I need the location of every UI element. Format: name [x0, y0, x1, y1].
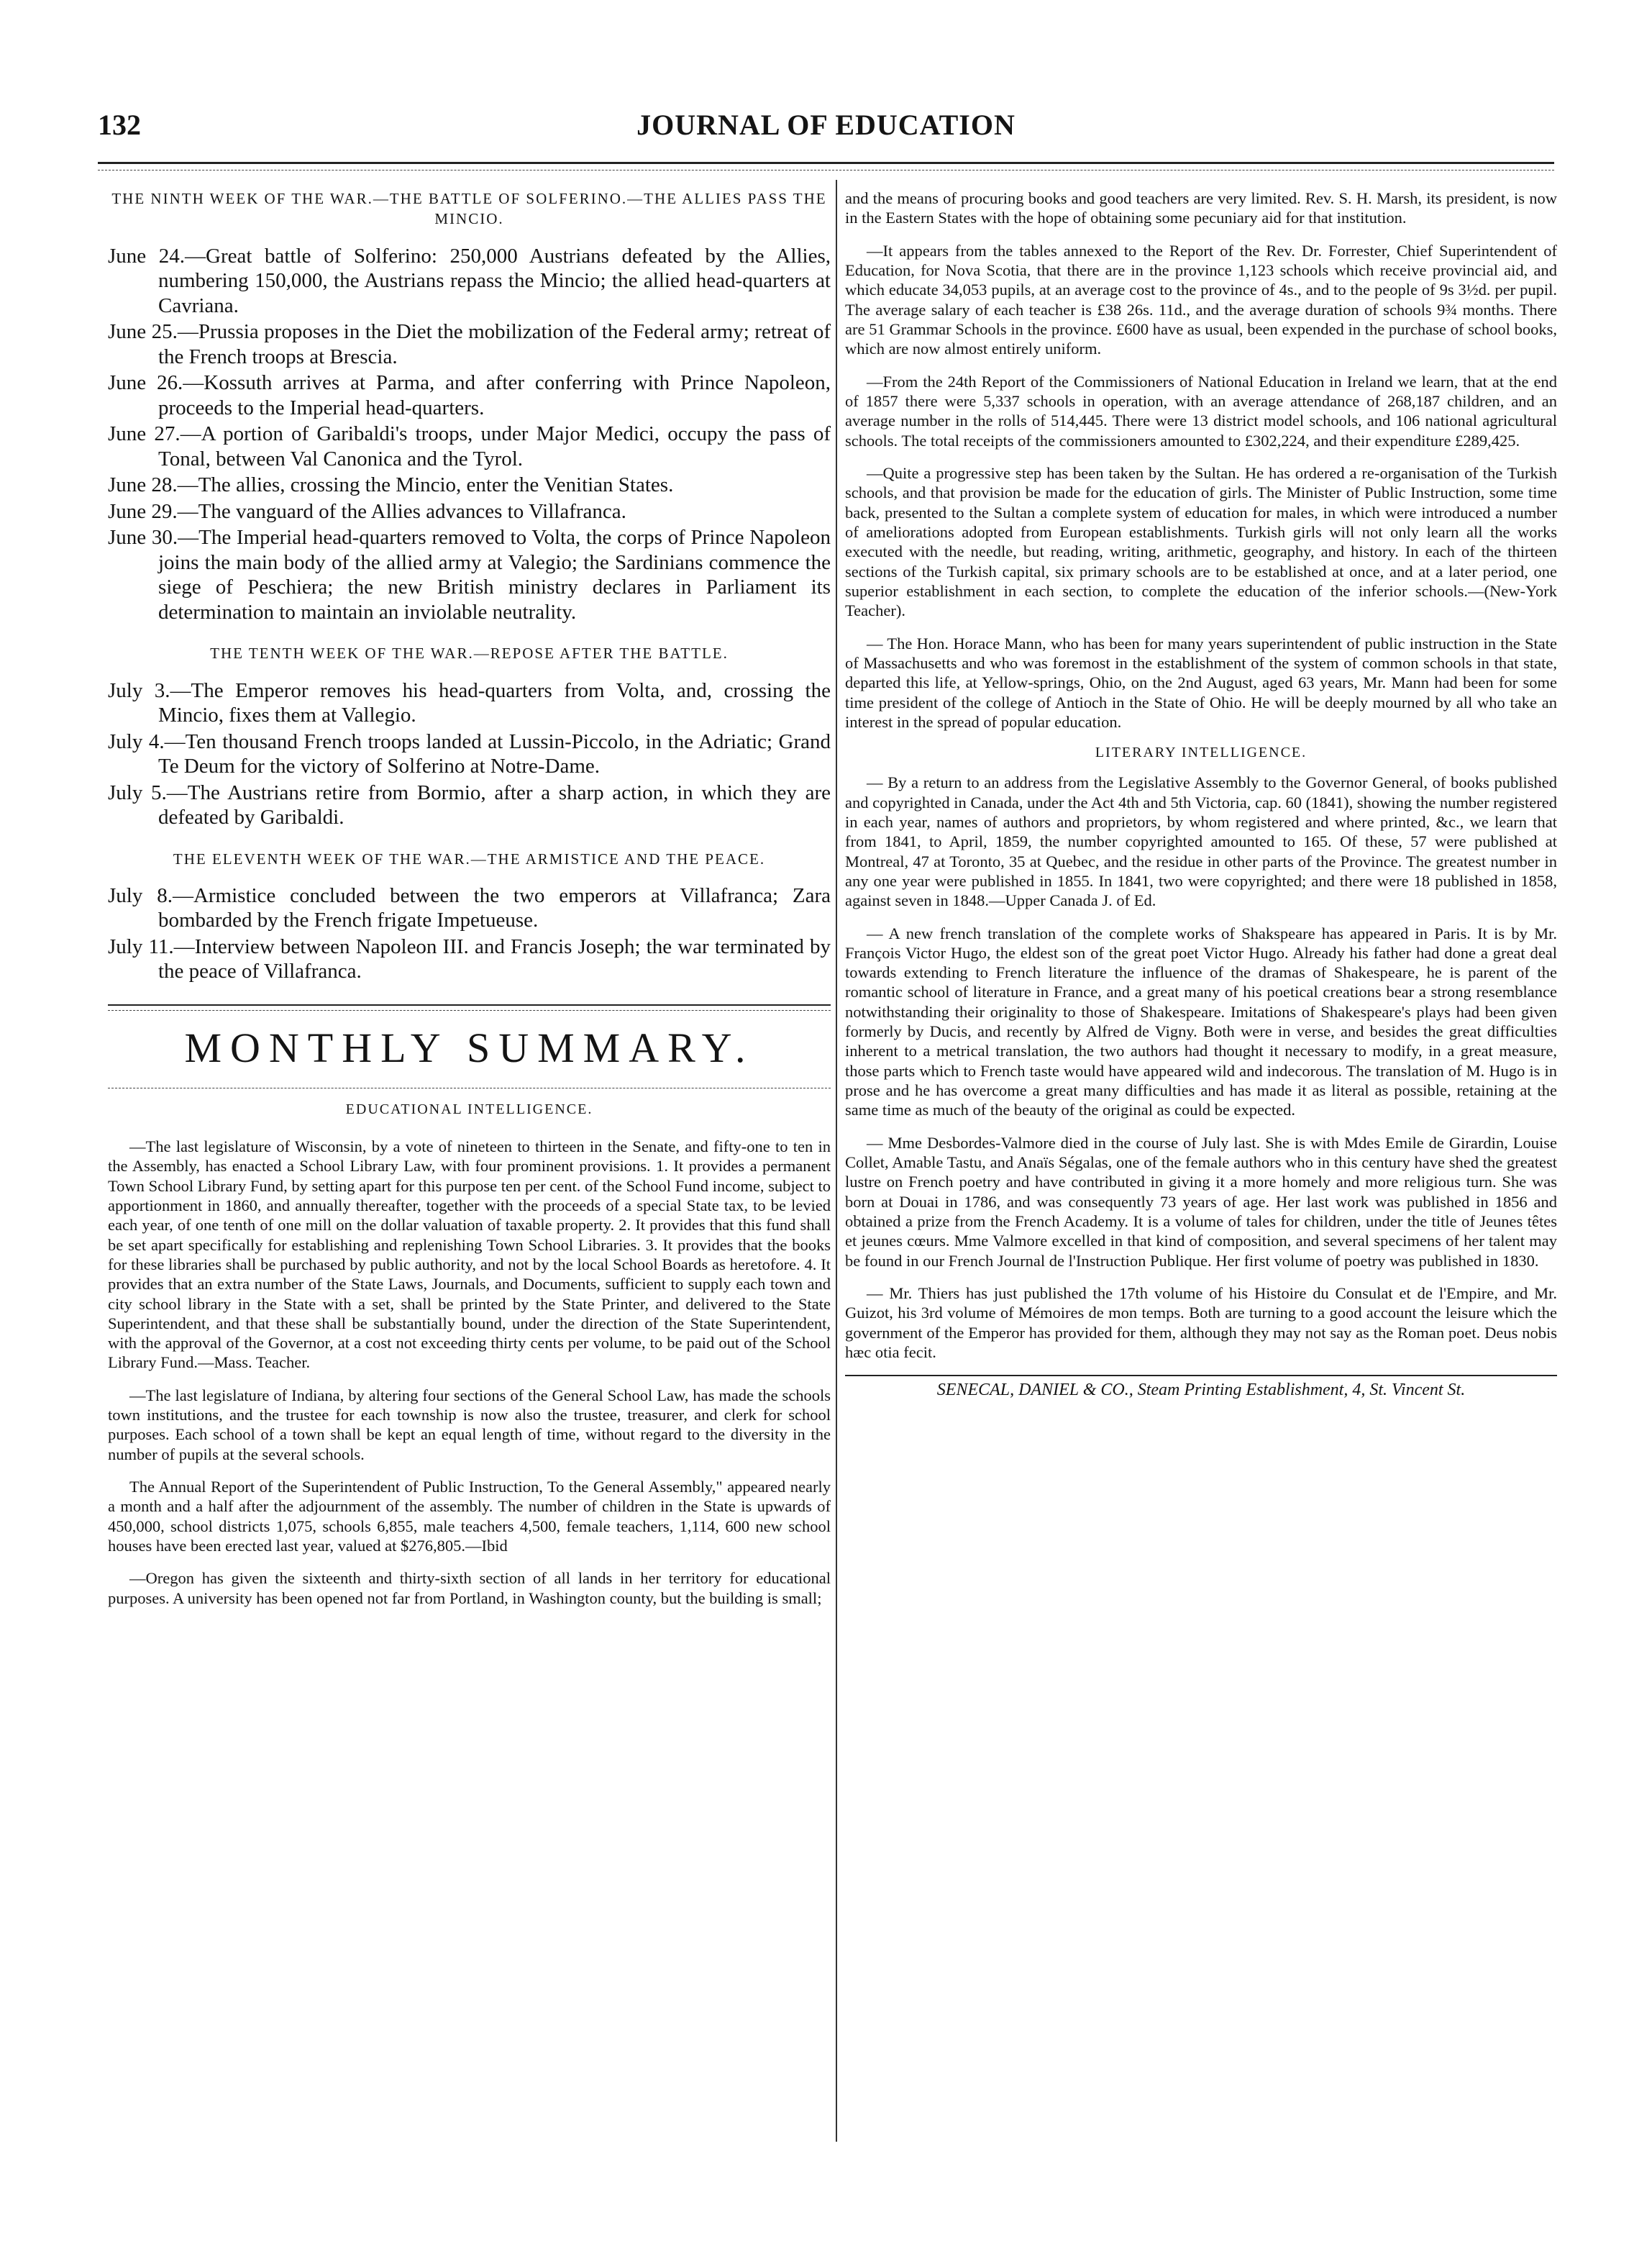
page-header — [98, 108, 1554, 151]
right-column — [845, 188, 1557, 1400]
summary-rule-top — [108, 1004, 831, 1006]
week11-heading: THE ELEVENTH WEEK OF THE WAR.—THE ARMISTICE AND THE PEACE. — [173, 850, 766, 868]
chronicle-entry: June 24.—Great battle of Solferino: 250,000 Austrians defeated by the Allies, numbering 150,000, the Austrians repass the Mincio; the allied head-quarters at Cavriana. — [108, 244, 831, 317]
article-paragraph: —The last legislature of Indiana, by altering four sections of the General School Law, has made the schools town institutions, and the trustee for each township is now also the trustee, treasurer, and clerk for school purposes. Each school of a town shall be kept an equal length of time, without regard to the diversity in the number of pupils at the several schools. — [108, 1386, 831, 1463]
article-paragraph: — A new french translation of the complete works of Shakspeare has appeared in Paris. It is by Mr. François Victor Hugo, the eldest son of the great poet Victor Hugo. Already his father had done a great deal towards extending to French literature the influence of the dramas of Shakespeare, he is parent of the romantic school of literature in France, and a great many of his poetical creations bear a strong resemblance notwithstanding their originality to those of Shakespeare. Imitations of Shakespeare's plays had been given formerly by Ducis, and recently by Alfred de Vigny. Both were in verse, and besides the great difficulties inherent to a metrical translation, the two authors had thought it necessary to modify, in a great measure, those parts which to French taste would have appeared wild and indecorous. The translation of M. Hugo is in prose and he has overcome a great many difficulties and has made it as literal as possible, retaining at the same time as much of the beauty of the original as could be expected. — [845, 924, 1557, 1119]
week10-heading: THE TENTH WEEK OF THE WAR.—REPOSE AFTER THE BATTLE. — [210, 645, 729, 663]
chronicle-entry: July 11.—Interview between Napoleon III. and Francis Joseph; the war terminated by the peace of Villafranca. — [108, 935, 831, 983]
chronicle-entry: June 26.—Kossuth arrives at Parma, and after conferring with Prince Napoleon, proceeds to the Imperial head-quarters. — [108, 371, 831, 419]
article-paragraph: —The last legislature of Wisconsin, by a vote of nineteen to thirteen in the Senate, and fifty-one to ten in the Assembly, has enacted a School Library Law, with four prominent provisions. 1. It provides a permanent Town School Library Fund, by setting apart for this purpose ten per cent. of the School Fund income, subject to apportionment in 1860, and annually thereafter, together with the proceeds of a special State tax, to be levied each year, of one tenth of one mill on the dollar valuation of taxable property. 2. It provides that this fund shall be set apart specifically for establishing and replenishing Town School Libraries. 3. It provides that the books for these libraries shall be purchased by public authority, and not by the local School Boards as heretofore. 4. It provides that an extra number of the State Laws, Journals, and Documents, sufficient to supply each town and city school library in the State with a set, shall be printed by the State Printer, and delivered to the State Superintendent, and that these shall be substantially bound, under the direction of the State Superintendent, with the approval of the Governor, at a cost not exceeding thirty cents per volume, to be paid out of the School Library Fund.—Mass. Teacher. — [108, 1137, 831, 1372]
chronicle-entry: July 4.—Ten thousand French troops landed at Lussin-Piccolo, in the Adriatic; Grand Te Deum for the victory of Solferino at Notre-Dame. — [108, 729, 831, 778]
article-paragraph: and the means of procuring books and good teachers are very limited. Rev. S. H. Marsh, its president, is now in the Eastern States with the hope of obtaining some pecuniary aid for that institution. — [845, 189, 1557, 227]
chronicle-entry: July 8.—Armistice concluded between the two emperors at Villafranca; Zara bombarded by the French frigate Impetueuse. — [108, 883, 831, 932]
chronicle-entry: July 3.—The Emperor removes his head-quarters from Volta, and, crossing the Mincio, fixes them at Vallegio. — [108, 678, 831, 727]
week9-heading: THE NINTH WEEK OF THE WAR.—THE BATTLE OF SOLFERINO.—THE ALLIES PASS THE MINCIO. — [111, 190, 827, 228]
chronicle-entry: July 5.—The Austrians retire from Bormio, after a sharp action, in which they are defeated by Garibaldi. — [108, 781, 831, 829]
literary-intelligence-heading: LITERARY INTELLIGENCE. — [1095, 745, 1308, 761]
chronicle-entry: June 25.—Prussia proposes in the Diet the mobilization of the Federal army; retreat of the French troops at Brescia. — [108, 320, 831, 368]
week9-list — [108, 244, 831, 625]
article-paragraph: —From the 24th Report of the Commissioners of National Education in Ireland we learn, that at the end of 1857 there were 5,337 schools in operation, with an average attendance of 268,187 children, and an average number in the rolls of 514,445. There were 13 district model schools, and 106 national agricultural schools. The total receipts of the commissioners amounted to £302,224, and their expenditure £289,425. — [845, 372, 1557, 450]
chronicle-entry: June 28.—The allies, crossing the Mincio, enter the Venitian States. — [108, 473, 674, 497]
left-column — [108, 188, 831, 1621]
week11-list — [108, 883, 831, 984]
header-rule-dashed — [98, 170, 1554, 171]
article-paragraph: —Quite a progressive step has been taken by the Sultan. He has ordered a re-organisation of the Turkish schools, and that provision be made for the education of girls. The Minister of Public Instruction, some time back, presented to the Sultan a complete system of education for males, in which were introduced a number of ameliorations adopted from European establishments. Turkish girls will not only learn all the works executed with the needle, but reading, writing, arithmetic, geography, and history. In each of the thirteen sections of the Turkish capital, six primary schools are to be established at once, and at a later period, one superior establishment in each section, to complete the education of the inferior schools.—(New-York Teacher). — [845, 463, 1557, 620]
page-number: 132 — [98, 109, 141, 141]
article-paragraph: — The Hon. Horace Mann, who has been for many years superintendent of public instruction in the State of Massachusetts and who was foremost in the establishment of the system of common schools in that state, departed this life, at Yellow-springs, Ohio, on the 2nd August, aged 63 years, Mr. Mann had been for some time president of the college of Antioch in the State of Ohio. He will be deeply mourned by all who take an interest in the spread of popular education. — [845, 634, 1557, 731]
article-paragraph: — Mr. Thiers has just published the 17th volume of his Histoire du Consulat et de l'Empire, and Mr. Guizot, his 3rd volume of Mémoires de mon temps. Both are turning to a good account the leisure which the government of the Emperor has provided for them, although they may not say as the Roman poet. Deus nobis hæc otia fecit. — [845, 1284, 1557, 1362]
article-paragraph: —Oregon has given the sixteenth and thirty-sixth section of all lands in her territory for educational purposes. A university has been opened not far from Portland, in Washington county, but the building is small; — [108, 1569, 831, 1607]
article-paragraph: — By a return to an address from the Legislative Assembly to the Governor General, of books published and copyrighted in Canada, under the Act 4th and 5th Victoria, cap. 60 (1841), showing the number registered in each year, names of authors and proprietors, by whom registered and where printed, &c., we learn that from 1841, to April, 1859, the number copyrighted amounted to 165. Of these, 57 were published at Montreal, 47 at Toronto, 35 at Quebec, and the residue in other parts of the Province. The greatest number in any one year were published in 1855. In 1841, two were copyrighted; and there were 18 published in 1858, against seven in 1848.—Upper Canada J. of Ed. — [845, 773, 1557, 910]
summary-rule-dashed — [108, 1010, 831, 1011]
week10-list — [108, 678, 831, 830]
header-rule — [98, 162, 1554, 164]
article-paragraph: —It appears from the tables annexed to the Report of the Rev. Dr. Forrester, Chief Superintendent of Education, for Nova Scotia, that there are in the province 1,123 schools which receive provincial aid, and which educate 34,053 pupils, at an average cost to the province of 4s., and to the people of 9s 3½d. per pupil. The average salary of each teacher is £38 26s. 11d., and the average duration of schools 9¾ months. There are 51 Grammar Schools in the province. £600 have as usual, been expended in the purchase of school books, which are now almost entirely uniform. — [845, 241, 1557, 358]
monthly-summary-title: MONTHLY SUMMARY. — [184, 1024, 754, 1071]
article-paragraph: — Mme Desbordes-Valmore died in the course of July last. She is with Mdes Emile de Girardin, Louise Collet, Amable Tastu, and Anaïs Ségalas, one of the female authors who in this century have shed the greatest lustre on French poetry and have contributed in giving it a more homely and more religious turn. She was born at Douai in 1786, and was consequently 73 years of age. Her last work was published in 1856 and obtained a prize from the French Academy. It is a volume of tales for children, under the title of Jeunes têtes et jeunes cœurs. Mme Valmore excelled in that kind of composition, and several specimens of her talent may be found in our French Journal de l'Instruction Publique. Her first volume of poetry was published in 1830. — [845, 1133, 1557, 1270]
journal-title: JOURNAL OF EDUCATION — [636, 109, 1016, 141]
chronicle-entry: June 27.—A portion of Garibaldi's troops, under Major Medici, occupy the pass of Tonal, between Val Canonica and the Tyrol. — [108, 422, 831, 470]
article-paragraph: The Annual Report of the Superintendent of Public Instruction, To the General Assembly," appeared nearly a month and a half after the adjournment of the assembly. The number of children in the State is upwards of 450,000, school districts 1,075, schools 6,855, male teachers 4,500, female teachers, 1,114, 600 new school houses have been erected last year, valued at $276,805.—Ibid — [108, 1478, 831, 1555]
educational-intelligence-heading: EDUCATIONAL INTELLIGENCE. — [345, 1101, 593, 1117]
printer-footer: SENECAL, DANIEL & CO., Steam Printing Establishment, 4, St. Vincent St. — [845, 1375, 1557, 1400]
chronicle-entry: June 29.—The vanguard of the Allies advances to Villafranca. — [108, 499, 626, 523]
column-divider — [836, 180, 837, 2142]
chronicle-entry: June 30.—The Imperial head-quarters removed to Volta, the corps of Prince Napoleon joins the main body of the allied army at Valegio; the Sardinians commence the siege of Peschiera; the new British ministry declares in Parliament its determination to maintain an inviolable neutrality. — [108, 526, 831, 624]
